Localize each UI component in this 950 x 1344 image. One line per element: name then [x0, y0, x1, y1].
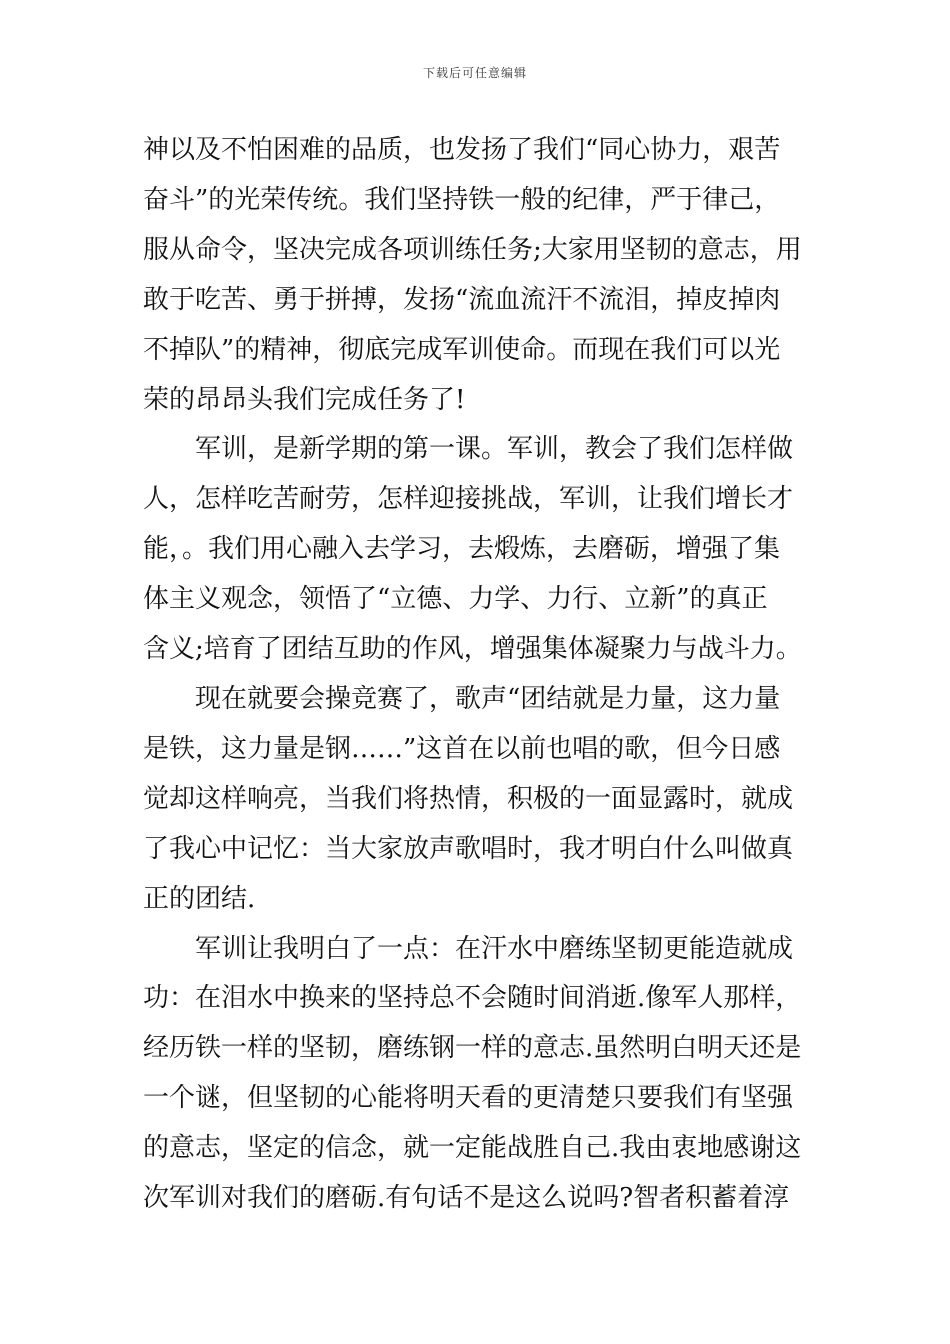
text-line: 不掉队”的精神，彻底完成军训使命。而现在我们可以光	[143, 334, 781, 365]
text-line: 人，怎样吃苦耐劳，怎样迎接挑战，军训，让我们增长才	[143, 484, 794, 515]
body-text	[143, 126, 807, 1224]
text-line: 体主义观念，领悟了“立德、力学、力行、立新”的真正	[143, 584, 768, 615]
text-line: 军训，是新学期的第一课。军训，教会了我们怎样做	[195, 434, 794, 465]
text-line: 功：在泪水中换来的坚持总不会随时间消逝.像军人那样，	[143, 983, 802, 1014]
text-line: 能，。我们用心融入去学习，去煅炼，去磨砺，增强了集	[143, 534, 781, 565]
text-line: 一个谜，但坚韧的心能将明天看的更清楚只要我们有坚强	[143, 1083, 794, 1114]
text-line: 正的团结.	[143, 883, 256, 914]
text-line: 次军训对我们的磨砺.有句话不是这么说吗?智者积蓄着淳	[143, 1183, 790, 1214]
text-line: 奋斗”的光荣传统。我们坚持铁一般的纪律，严于律己，	[143, 184, 781, 215]
text-line: 军训让我明白了一点：在汗水中磨练坚韧更能造就成	[195, 933, 794, 964]
text-line: 现在就要会操竞赛了，歌声“团结就是力量，这力量	[195, 683, 781, 714]
text-line: 经历铁一样的坚韧，磨练钢一样的意志.虽然明白明天还是	[143, 1033, 802, 1064]
page-header: 下载后可任意编辑	[422, 66, 527, 80]
text-line: 是铁，这力量是钢……”这首在以前也唱的歌，但今日感	[143, 733, 781, 764]
text-line: 敢于吃苦、勇于拼搏，发扬“流血流汗不流泪，掉皮掉肉	[143, 284, 781, 315]
text-line: 的意志，坚定的信念，就一定能战胜自己.我由衷地感谢这	[143, 1133, 802, 1164]
text-line: 神以及不怕困难的品质，也发扬了我们“同心协力，艰苦	[143, 135, 781, 165]
text-line: 觉却这样响亮，当我们将热情，积极的一面显露时，就成	[143, 783, 794, 814]
text-line: 了我心中记忆：当大家放声歌唱时，我才明白什么叫做真	[143, 833, 794, 864]
text-line: 荣的昂昂头我们完成任务了!	[143, 384, 466, 415]
text-line: 服从命令，坚决完成各项训练任务;大家用坚韧的意志，用	[143, 234, 802, 265]
text-line: 含义;培育了团结互助的作风，增强集体凝聚力与战斗力。	[143, 634, 802, 665]
